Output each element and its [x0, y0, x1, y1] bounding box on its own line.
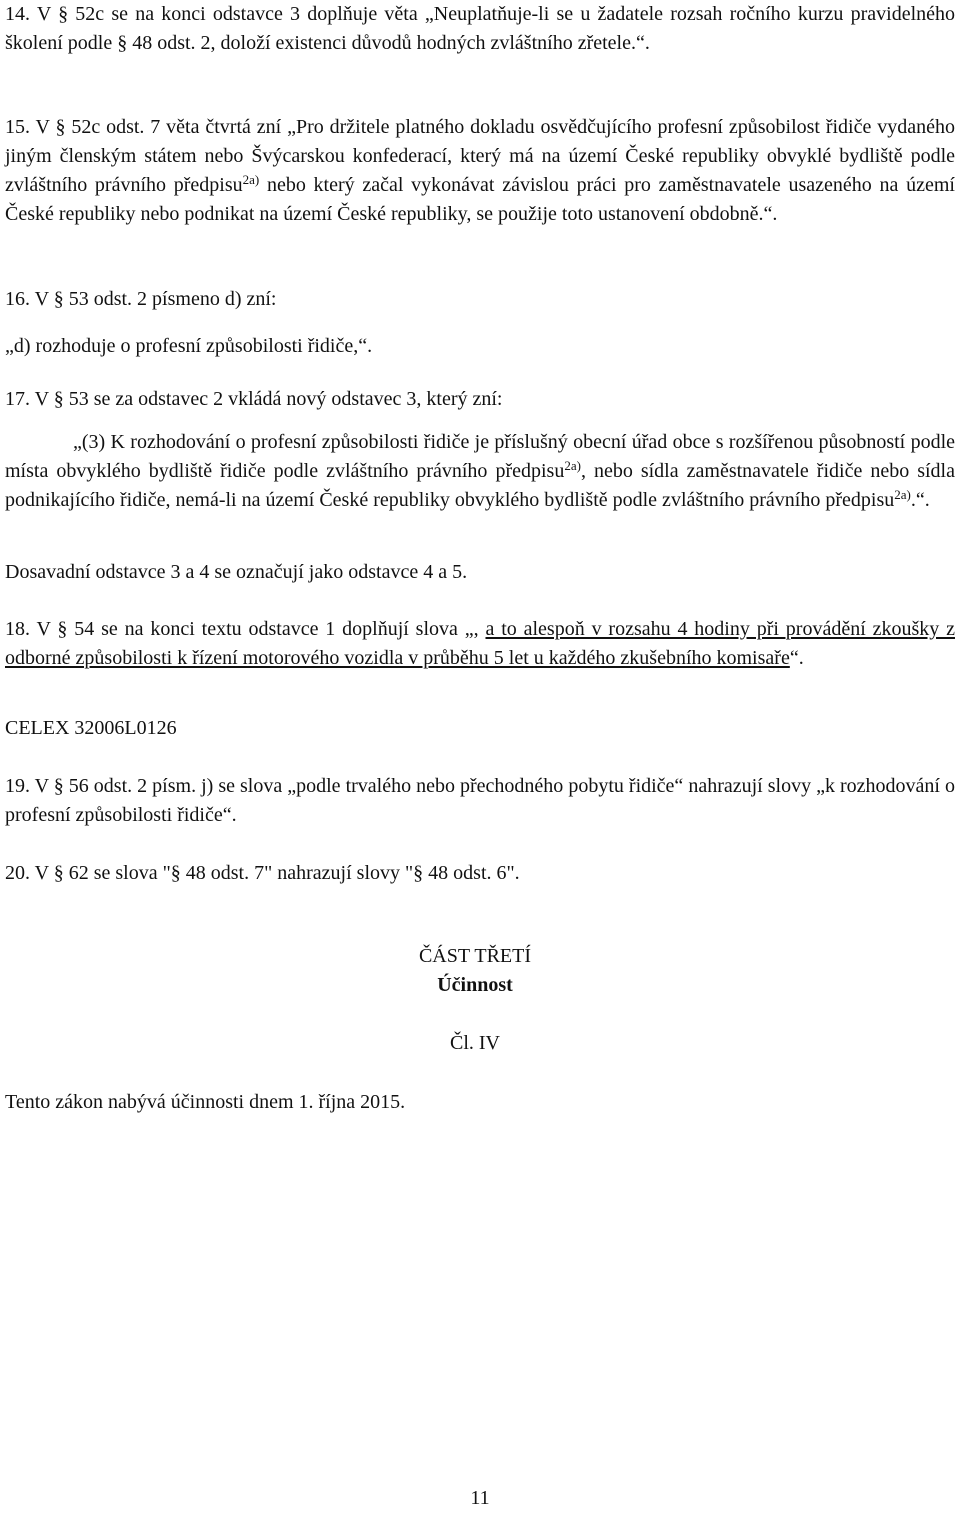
footnote-ref: 2a)	[894, 487, 911, 502]
amendment-16	[5, 285, 955, 314]
amendment-14-text: 14. V § 52c se na konci odstavce 3 doplňuje věta „Neuplatňuje-li se u žadatele rozsah ročního kurzu pravidelného školení podle § 48 odst. 2, doloží existenci důvodů hodných zvláštního zřetele.“.	[5, 3, 955, 54]
amendment-17	[5, 385, 955, 414]
page-number: 11	[470, 1487, 490, 1509]
footnote-ref: 2a)	[564, 458, 581, 473]
amendment-14	[5, 0, 955, 58]
amendment-18-text-b: “.	[789, 647, 804, 669]
celex-reference-text: CELEX 32006L0126	[5, 717, 177, 739]
renumbering-note-text: Dosavadní odstavce 3 a 4 se označují jako odstavce 4 a 5.	[5, 561, 468, 583]
closing-statement	[5, 1088, 955, 1117]
amendment-18	[5, 615, 955, 673]
amendment-17-quote-text-b: , nebo sídla zaměstnavatele řidiče nebo sídla podnikajícího řidiče, nemá-li na území České republiky obvyklého bydliště podle zvláštního právního předpisu	[5, 460, 955, 511]
amendment-18-text-a: 18. V § 54 se na konci textu odstavce 1 doplňují slova „,	[5, 618, 486, 640]
amendment-17-quote	[5, 428, 955, 515]
footnote-ref: 2a)	[242, 172, 260, 187]
amendment-16-quote	[5, 332, 955, 361]
amendment-17-quote-text-a: „(3) K rozhodování o profesní způsobilosti řidiče je příslušný obecní úřad obce s rozšířenou působností podle místa obvyklého bydliště řidiče podle zvláštního právního předpisu	[5, 431, 955, 482]
article-heading: Čl. IV	[450, 1032, 500, 1054]
renumbering-note	[5, 558, 955, 587]
amendment-16-text: 16. V § 53 odst. 2 písmeno d) zní:	[5, 288, 277, 310]
amendment-17-quote-text-c: .“.	[910, 489, 930, 511]
amendment-19-text: 19. V § 56 odst. 2 písm. j) se slova „podle trvalého nebo přechodného pobytu řidiče“ nahrazují slovy „k rozhodování o profesní způsobilosti řidiče“.	[5, 775, 955, 826]
closing-statement-text: Tento zákon nabývá účinnosti dnem 1. října 2015.	[5, 1091, 406, 1113]
part-title: Účinnost	[437, 974, 513, 996]
part-heading: ČÁST TŘETÍ	[418, 945, 532, 967]
amendment-20	[5, 859, 955, 888]
celex-reference	[5, 714, 955, 743]
amendment-16-quote-text: „d) rozhoduje o profesní způsobilosti řidiče,“.	[5, 335, 373, 357]
amendment-15-text-b: nebo který začal vykonávat závislou práci pro zaměstnavatele usazeného na území České republiky nebo podnikat na území České republiky, se použije toto ustanovení obdobně.“.	[5, 174, 955, 225]
amendment-17-text: 17. V § 53 se za odstavec 2 vkládá nový odstavec 3, který zní:	[5, 388, 503, 410]
amendment-15	[5, 113, 955, 229]
amendment-15-text-a: 15. V § 52c odst. 7 věta čtvrtá zní „Pro držitele platného dokladu osvědčujícího profesní způsobilost řidiče vydaného jiným členským státem nebo Švýcarskou konfederací, který má na území České republiky obvyklé bydliště podle zvláštního právního předpisu	[5, 116, 955, 196]
amendment-20-text: 20. V § 62 se slova "§ 48 odst. 7" nahrazují slovy "§ 48 odst. 6".	[5, 862, 520, 884]
amendment-19	[5, 772, 955, 830]
document-page	[5, 0, 955, 1509]
amendment-18-underlined-text: a to alespoň v rozsahu 4 hodiny při provádění zkoušky z odborné způsobilosti k řízení motorového vozidla v průběhu 5 let u každého zkušebního komisaře	[5, 618, 955, 669]
